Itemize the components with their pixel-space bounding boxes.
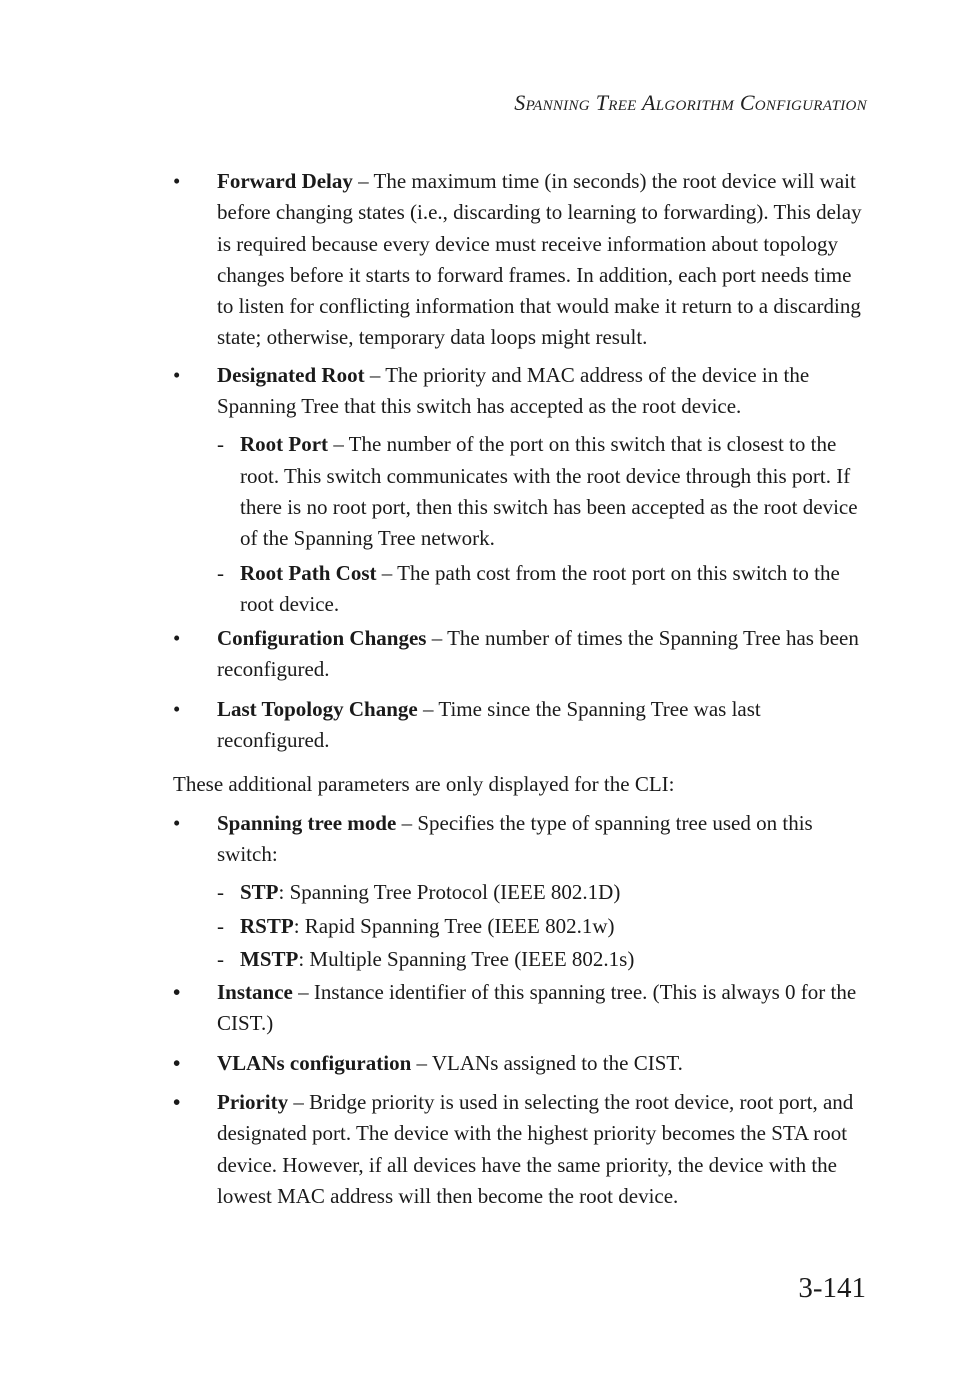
term-designated-root: Designated Root (217, 362, 365, 387)
term-spanning-tree-mode: Spanning tree mode (217, 810, 397, 835)
bullet: • (173, 1090, 181, 1115)
list-item-priority (173, 1087, 873, 1212)
bullet: • (173, 169, 181, 193)
description-last-topology-change: – Time since the Spanning Tree was last reconfigured. (217, 696, 761, 753)
term-mstp: MSTP (240, 946, 299, 971)
description-root-path-cost: – The path cost from the root port on this switch to the root device. (240, 560, 840, 616)
bullet: • (173, 810, 181, 835)
term-rstp: RSTP (240, 913, 294, 938)
description-mstp: : Multiple Spanning Tree (IEEE 802.1s) (298, 946, 635, 971)
term-stp: STP (240, 880, 279, 905)
term-vlans-configuration: VLANs configuration (217, 1050, 412, 1075)
description-root-port: – The number of the port on this switch that is closest to the root. This switch communicates with the root device through this port. If there is no root port, then this switch has been accepted as the root device of the Spanning Tree network. (240, 432, 858, 551)
sub-item-root-path-cost (173, 558, 873, 621)
list-item-designated-root (173, 360, 873, 423)
dash: - (217, 432, 224, 457)
description-configuration-changes: – The number of times the Spanning Tree has been reconfigured. (217, 626, 859, 682)
term-configuration-changes: Configuration Changes (217, 626, 427, 651)
list-item-instance (173, 977, 873, 1040)
dash: - (217, 880, 224, 905)
dash: - (217, 913, 224, 938)
sub-item-rstp (173, 911, 873, 942)
page-number: 3-141 (798, 1272, 866, 1304)
page-body (173, 166, 873, 1212)
running-head: Spanning Tree Algorithm Configuration (514, 90, 867, 115)
list-item-configuration-changes (173, 623, 873, 686)
term-instance: Instance (217, 980, 293, 1005)
cli-intro-paragraph: These additional parameters are only displayed for the CLI: (173, 772, 675, 797)
list-item-forward-delay (173, 166, 873, 354)
description-rstp: : Rapid Spanning Tree (IEEE 802.1w) (293, 913, 615, 938)
term-root-path-cost: Root Path Cost (240, 560, 377, 585)
description-instance: – Instance identifier of this spanning tree. (This is always 0 for the CIST.) (217, 980, 857, 1036)
dash: - (217, 560, 224, 585)
bullet: • (173, 626, 181, 651)
sub-item-root-port (173, 429, 873, 554)
dash: - (217, 946, 224, 971)
bullet: • (173, 1050, 181, 1075)
description-priority: – Bridge priority is used in selecting the root device, root port, and designated port. The device with the highest priority becomes the STA root device. However, if all devices have the same priority, the device with the lowest MAC address will then become the root device. (217, 1090, 854, 1208)
term-priority: Priority (217, 1090, 289, 1115)
description-spanning-tree-mode: – Specifies the type of spanning tree used on this switch: (217, 810, 813, 866)
list-item-last-topology-change (173, 694, 873, 757)
description-vlans-configuration: – VLANs assigned to the CIST. (411, 1050, 683, 1075)
term-forward-delay: Forward Delay (217, 169, 353, 193)
bullet: • (173, 362, 181, 387)
term-root-port: Root Port (240, 432, 329, 457)
sub-item-mstp (173, 944, 873, 975)
description-designated-root: – The priority and MAC address of the device in the Spanning Tree that this switch has accepted as the root device. (217, 362, 810, 419)
term-last-topology-change: Last Topology Change (217, 696, 418, 721)
list-item-vlans-configuration (173, 1048, 873, 1079)
description-stp: : Spanning Tree Protocol (IEEE 802.1D) (278, 880, 621, 905)
description-forward-delay: – The maximum time (in seconds) the root device will wait before changing states (i.e., discarding to learning to forwarding). This delay is required because every device must receive information about topology changes before it starts to forward frames. In addition, each port needs time to listen for conflicting information that would make it return to a discarding state; otherwise, temporary data loops might result. (217, 169, 862, 350)
bullet: • (173, 980, 181, 1005)
list-item-spanning-tree-mode (173, 808, 873, 871)
sub-item-stp (173, 877, 873, 908)
bullet: • (173, 696, 181, 721)
